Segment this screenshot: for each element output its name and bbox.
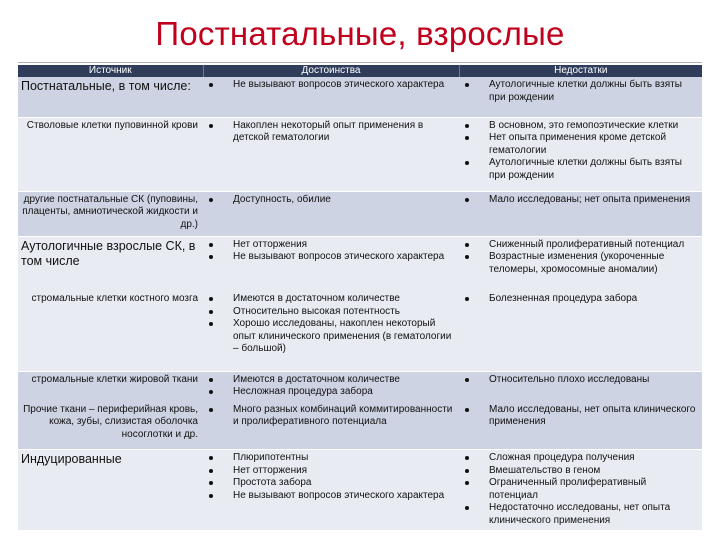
list-item: Не вызывают вопросов этического характера: [207, 79, 455, 92]
cons-cell: [459, 191, 702, 236]
list-item: Возрастные изменения (укороченные теломеры, хромосомные аномалии): [463, 251, 698, 276]
source-cell: другие постнатальные СК (пуповины, плаценты, амниотической жидкости и др.): [18, 191, 203, 236]
list-item: Не вызывают вопросов этического характера: [207, 490, 455, 503]
pros-cell: [203, 191, 459, 236]
list-item: Не вызывают вопросов этического характера: [207, 251, 455, 264]
list-item: Накоплен некоторый опыт применения в детской гематологии: [207, 120, 455, 145]
cons-cell: [459, 450, 702, 531]
list-item: Аутологичные клетки должны быть взяты при рождении: [463, 79, 698, 104]
comparison-table: [18, 65, 702, 530]
list-item: Мало исследованы; нет опыта применения: [463, 194, 698, 207]
slide-title: Постнатальные, взрослые: [155, 15, 565, 52]
source-cell: стромальные клетки жировой ткани: [18, 371, 203, 402]
title-divider: [18, 62, 702, 63]
list-item: Несложная процедура забора: [207, 386, 455, 399]
table-row: [18, 191, 702, 236]
header-source: Источник: [18, 65, 203, 77]
table-row: [18, 371, 702, 402]
table-row: [18, 117, 702, 191]
list-item: Мало исследованы, нет опыта клинического применения: [463, 404, 698, 429]
list-item: Имеются в достаточном количестве: [207, 374, 455, 387]
cons-cell: [459, 291, 702, 371]
list-item: Нет отторжения: [207, 465, 455, 478]
table-row: [18, 291, 702, 371]
source-cell: Аутологичные взрослые СК, в том числе: [18, 236, 203, 291]
list-item: Плюрипотентны: [207, 452, 455, 465]
pros-cell: [203, 371, 459, 402]
cons-cell: [459, 402, 702, 450]
source-cell: Постнатальные, в том числе:: [18, 77, 203, 117]
source-cell: Индуцированные: [18, 450, 203, 531]
cons-cell: [459, 236, 702, 291]
table-row: [18, 236, 702, 291]
pros-cell: [203, 291, 459, 371]
table-row: [18, 402, 702, 450]
header-cons: Недостатки: [459, 65, 702, 77]
list-item: Болезненная процедура забора: [463, 293, 698, 306]
pros-cell: [203, 236, 459, 291]
cons-cell: [459, 371, 702, 402]
list-item: Относительно плохо исследованы: [463, 374, 698, 387]
list-item: Недостаточно исследованы, нет опыта клинического применения: [463, 502, 698, 527]
list-item: Нет отторжения: [207, 239, 455, 252]
list-item: Аутологичные клетки должны быть взяты при рождении: [463, 157, 698, 182]
list-item: Ограниченный пролиферативный потенциал: [463, 477, 698, 502]
table-row: [18, 77, 702, 117]
list-item: В основном, это гемопоэтические клетки: [463, 120, 698, 133]
source-cell: Прочие ткани – периферийная кровь, кожа, зубы, слизистая оболочка носоглотки и др.: [18, 402, 203, 450]
cons-cell: [459, 77, 702, 117]
list-item: Вмешательство в геном: [463, 465, 698, 478]
header-pros: Достоинства: [203, 65, 459, 77]
list-item: Нет опыта применения кроме детской гематологии: [463, 132, 698, 157]
source-cell: стромальные клетки костного мозга: [18, 291, 203, 371]
cons-cell: [459, 117, 702, 191]
pros-cell: [203, 402, 459, 450]
list-item: Относительно высокая потентность: [207, 306, 455, 319]
list-item: Имеются в достаточном количестве: [207, 293, 455, 306]
list-item: Сниженный пролиферативный потенциал: [463, 239, 698, 252]
list-item: Сложная процедура получения: [463, 452, 698, 465]
list-item: Простота забора: [207, 477, 455, 490]
pros-cell: [203, 450, 459, 531]
list-item: Хорошо исследованы, накоплен некоторый опыт клинического применения (в гематологии – большой): [207, 318, 455, 356]
table-header-row: [18, 65, 702, 77]
list-item: Доступность, обилие: [207, 194, 455, 207]
source-cell: Стволовые клетки пуповинной крови: [18, 117, 203, 191]
pros-cell: [203, 117, 459, 191]
list-item: Много разных комбинаций коммитированности и пролиферативного потенциала: [207, 404, 455, 429]
table-row: [18, 450, 702, 531]
pros-cell: [203, 77, 459, 117]
